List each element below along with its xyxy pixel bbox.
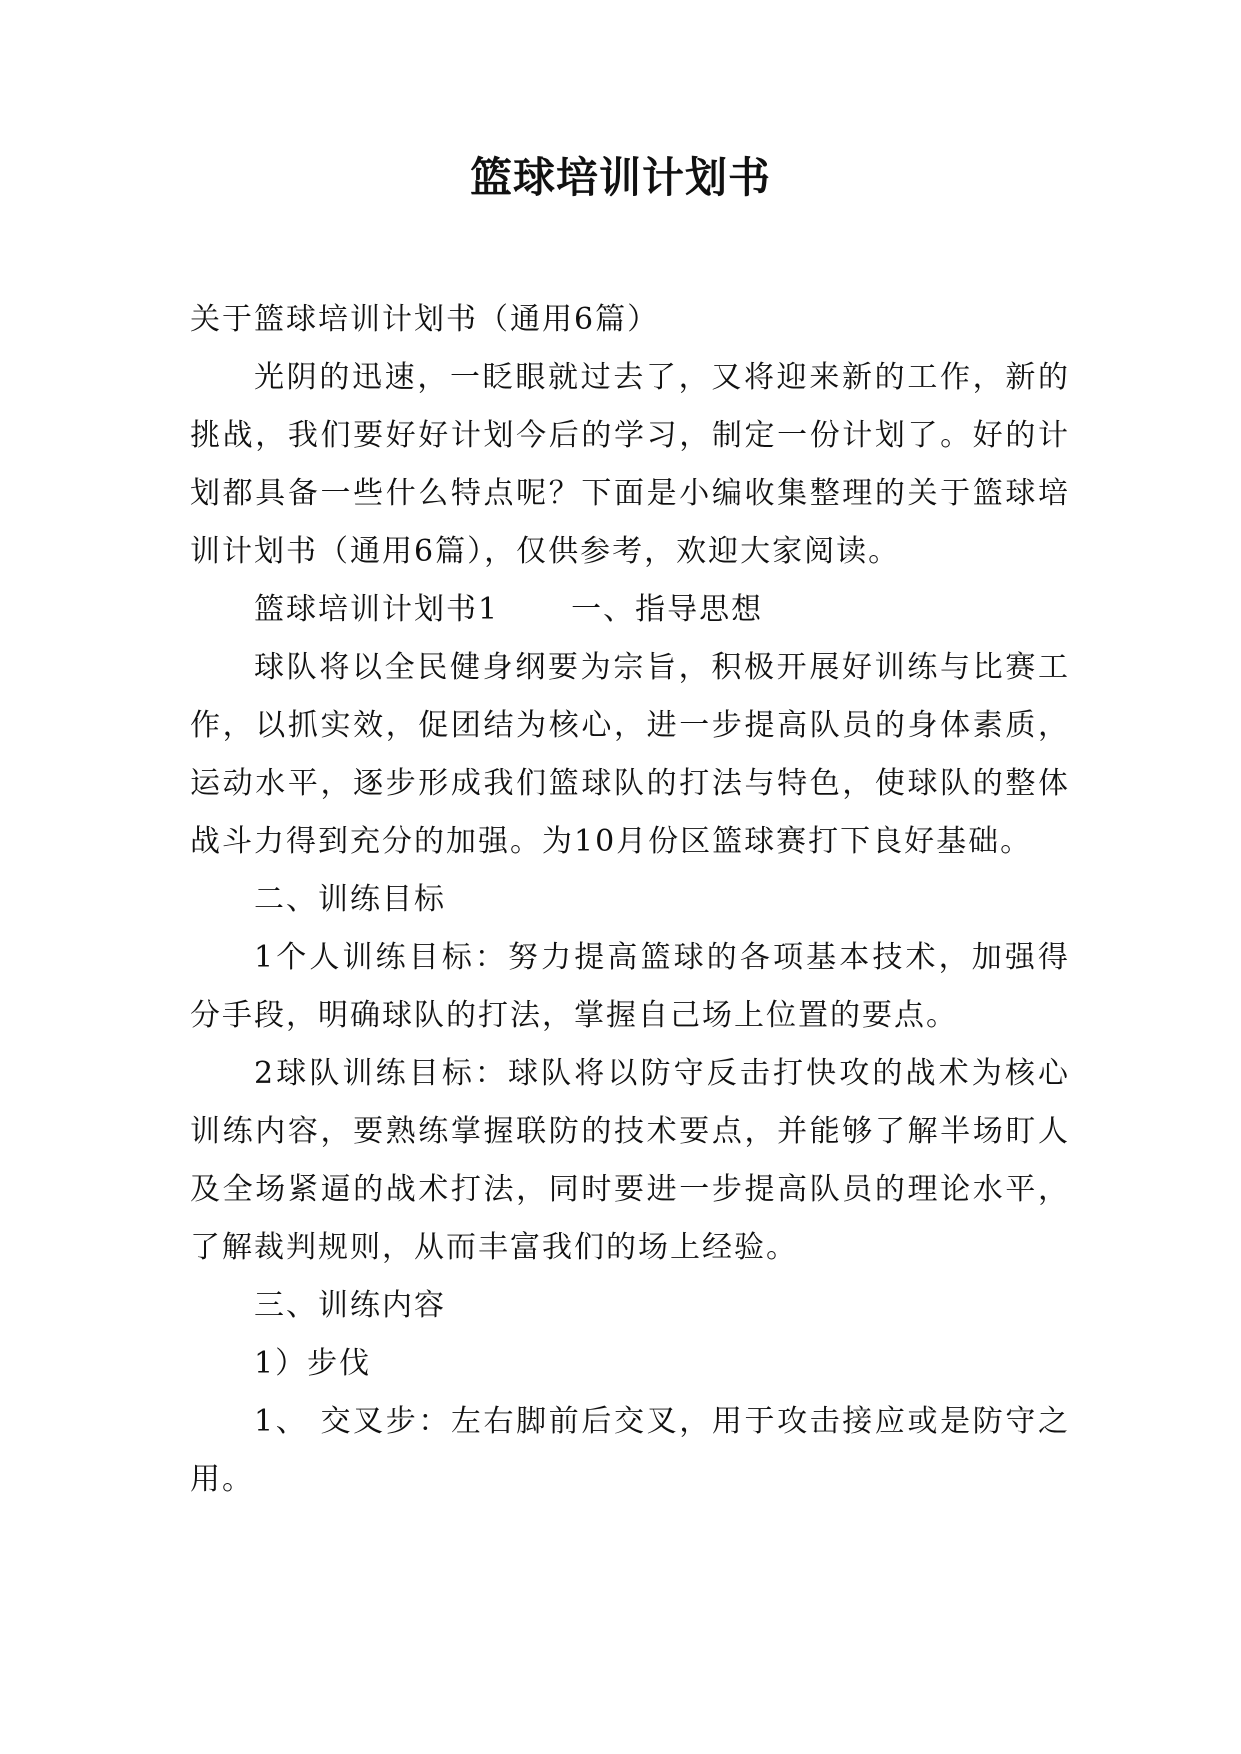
guiding-paragraph: 球队将以全民健身纲要为宗旨，积极开展好训练与比赛工作，以抓实效，促团结为核心，进一步提高队员的身体素质，运动水平，逐步形成我们篮球队的打法与特色，使球队的整体战斗力得到充分的加强。为10月份区篮球赛打下良好基础。 [190,650,1070,859]
document-body [190,291,1070,1509]
footwork-heading: 1）步伐 [254,1346,372,1381]
goals-heading: 二、训练目标 [254,882,446,917]
intro-paragraph: 光阴的迅速，一眨眼就过去了，又将迎来新的工作，新的挑战，我们要好好计划今后的学习，制定一份计划了。好的计划都具备一些什么特点呢？下面是小编收集整理的关于篮球培训计划书（通用6篇），仅供参考，欢迎大家阅读。 [190,360,1070,569]
document-title: 篮球培训计划书 [469,153,771,202]
content-heading: 三、训练内容 [254,1288,446,1323]
section-heading-line [190,581,1070,639]
individual-goal-paragraph: 1个人训练目标：努力提高篮球的各项基本技术，加强得分手段，明确球队的打法，掌握自己场上位置的要点。 [190,940,1070,1033]
document-subtitle: 关于篮球培训计划书（通用6篇） [190,302,660,337]
guiding-heading: 一、指导思想 [571,592,764,627]
footwork-item-crossover: 1、 交叉步：左右脚前后交叉，用于攻击接应或是防守之用。 [190,1404,1070,1497]
team-goal-paragraph: 2球队训练目标：球队将以防守反击打快攻的战术为核心训练内容，要熟练掌握联防的技术要点，并能够了解半场盯人及全场紧逼的战术打法，同时要进一步提高队员的理论水平，了解裁判规则，从而丰富我们的场上经验。 [190,1056,1070,1265]
section1-heading: 篮球培训计划书1 [254,592,500,627]
